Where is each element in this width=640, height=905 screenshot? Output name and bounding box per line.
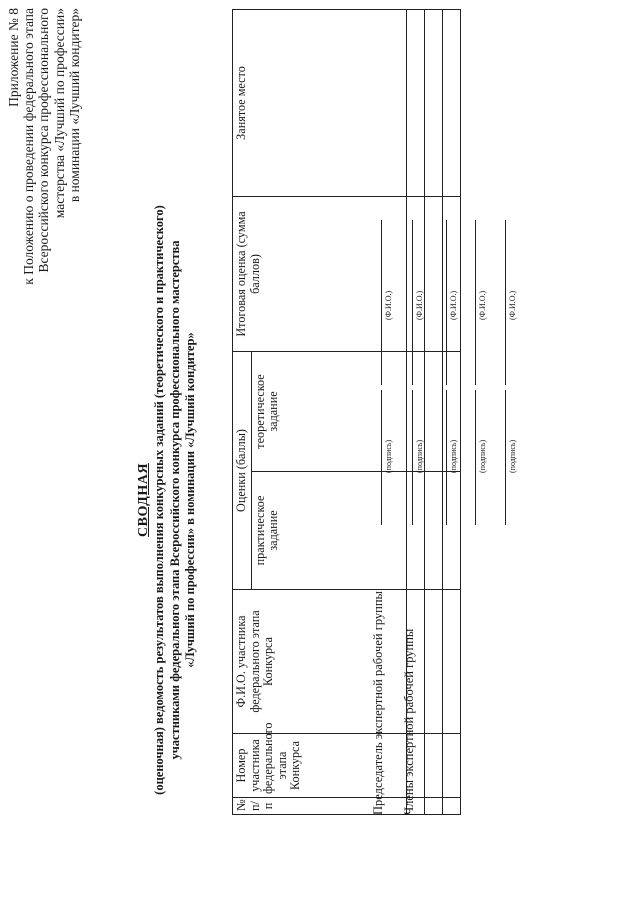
sign-caption: (подпись) bbox=[384, 439, 393, 473]
name-caption: (Ф.И.О.) bbox=[449, 290, 458, 320]
name-caption: (Ф.И.О.) bbox=[508, 290, 517, 320]
chair-sign-line[interactable] bbox=[371, 390, 382, 525]
member-sign-line[interactable] bbox=[495, 390, 506, 525]
members-signature-row bbox=[465, 0, 487, 905]
header-participant-number: Номер участника федерального этапа Конкурса bbox=[233, 734, 407, 798]
header-scores: Оценки (баллы) bbox=[233, 352, 252, 590]
sign-caption: (подпись) bbox=[415, 439, 424, 473]
member-name-line[interactable] bbox=[436, 220, 447, 385]
members-signature-row bbox=[495, 0, 517, 905]
document-title bbox=[136, 155, 199, 845]
appendix-line: мастерства «Лучший по профессии» bbox=[51, 8, 67, 219]
title-line: участниками федерального этапа Всероссийского конкурса профессионального мастерства bbox=[167, 240, 182, 760]
name-caption: (Ф.И.О.) bbox=[384, 290, 393, 320]
header-theory: теоретическое задание bbox=[251, 352, 406, 472]
header-row-number: № п/п bbox=[233, 798, 407, 815]
member-name-line[interactable] bbox=[465, 220, 476, 385]
name-caption: (Ф.И.О.) bbox=[478, 290, 487, 320]
appendix-line: Всероссийского конкурса профессионального bbox=[36, 8, 52, 273]
title-line: (оценочная) ведомость результатов выполнения конкурсных заданий (теоретического и практического) bbox=[152, 205, 166, 795]
member-sign-line[interactable] bbox=[436, 390, 447, 525]
sign-caption: (подпись) bbox=[478, 439, 487, 473]
header-total: Итоговая оценка (сумма баллов) bbox=[233, 197, 407, 352]
appendix-line: к Положению о проведении федерального этапа bbox=[21, 8, 37, 285]
name-caption: (Ф.И.О.) bbox=[415, 290, 424, 320]
appendix-header bbox=[6, 8, 82, 458]
member-sign-line[interactable] bbox=[402, 390, 413, 525]
sign-caption: (подпись) bbox=[508, 439, 517, 473]
members-signature-row bbox=[402, 0, 424, 905]
chair-signature-row bbox=[371, 0, 393, 905]
header-participant-name: Ф.И.О. участника федерального этапа Конкурса bbox=[233, 590, 407, 734]
chair-name-line[interactable] bbox=[371, 220, 382, 385]
appendix-line: в номинации «Лучший кондитер» bbox=[66, 8, 82, 203]
members-label: Члены экспертной рабочей группы bbox=[402, 628, 416, 815]
member-name-line[interactable] bbox=[402, 220, 413, 385]
member-sign-line[interactable] bbox=[465, 390, 476, 525]
title-main: СВОДНАЯ bbox=[136, 463, 151, 537]
member-name-line[interactable] bbox=[495, 220, 506, 385]
header-practical: практическое задание bbox=[251, 472, 406, 590]
appendix-line: Приложение № 8 bbox=[6, 8, 21, 107]
header-place: Занятое место bbox=[233, 10, 407, 197]
chair-label: Председатель экспертной рабочей группы bbox=[371, 591, 385, 815]
members-signature-row bbox=[436, 0, 458, 905]
title-line: «Лучший по профессии» в номинации «Лучший кондитер» bbox=[183, 332, 198, 668]
results-table bbox=[232, 9, 461, 815]
sign-caption: (подпись) bbox=[449, 439, 458, 473]
